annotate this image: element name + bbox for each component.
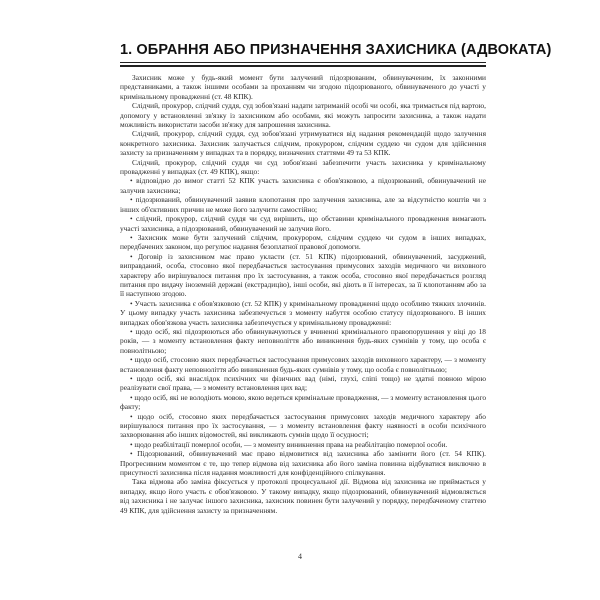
bullet-item: • щодо реабілітації померлої особи, — з моменту виникнення права на реабілітацію померлої особи. <box>130 439 448 449</box>
page-number: 4 <box>298 552 302 561</box>
bullet-item: • Договір із захисником має право укласти (ст. 51 КПК) підозрюваний, обвинувачений, засуджений, виправданий, особа, стосовно якої передбачається застосування примусових заходів медичного чи виховного характеру або вирішувалося питання про їх застосування, а також особа, стосовно якої передбачається розгляд питання про видачу іноземній державі (екстрадицію), інші особи, які діють в її інтересах, за її клопотанням або за її наступною згодою. <box>120 251 486 299</box>
paragraph: Слідчий, прокурор, слідчий суддя чи суд зобов'язані забезпечити участь захисника у кримінальному провадженні у випадках (ст. 49 КПК), якщо: <box>120 157 486 177</box>
section-heading: 1. ОБРАННЯ АБО ПРИЗНАЧЕННЯ ЗАХИСНИКА (АДВОКАТА) <box>120 42 552 58</box>
paragraph: Слідчий, прокурор, слідчий суддя, суд зобов'язані утримуватися від надання рекомендацій щодо залучення конкретного захисника. Захисник залучається слідчим, прокурором, слідчим суддею чи судом для здійснення захисту за призначенням у випадках та в порядку, визначених статтями 49 та 53 КПК. <box>120 129 486 158</box>
paragraph: Така відмова або заміна фіксується у протоколі процесуальної дії. Відмова від захисника не приймається у випадку, якщо його участь є обов'язковою. У такому випадку, якщо підозрюваний, обвинувачений відмовляється від захисника і не залучає іншого захисника, захисник повинен бути залучений у порядку, передбаченому статтею 49 КПК, для здійснення захисту за призначенням. <box>120 477 486 515</box>
bullet-item: • підозрюваний, обвинувачений заявив клопотання про залучення захисника, але за відсутністю коштів чи з інших об'єктивних причин не може його залучити самостійно; <box>120 195 486 214</box>
heading-rule-bottom <box>120 65 486 67</box>
body-text <box>120 73 486 515</box>
bullet-item: • Підозрюваний, обвинувачений має право відмовитися від захисника або замінити його (ст. 54 КПК). Прогресивним моментом є те, що тепер відмова від захисника або його заміна повинна відбуватися виключно в присутності захисника після надання можливості для конфіденційного спілкування. <box>120 449 486 478</box>
bullet-item: • щодо осіб, які внаслідок психічних чи фізичних вад (німі, глухі, сліпі тощо) не здатні повною мірою реалізувати свої права, — з моменту встановлення цих вад; <box>120 374 486 393</box>
bullet-item: • щодо осіб, які підозрюються або обвинувачуються у вчиненні кримінального правопорушення у віці до 18 років, — з моменту встановлення факту неповноліття або виникнення будь-яких сумнівів у тому, що особа є повнолітньою; <box>120 326 486 355</box>
bullet-item: • слідчий, прокурор, слідчий суддя чи суд вирішить, що обставини кримінального провадження вимагають участі захисника, а підозрюваний, обвинувачений не залучив його. <box>120 214 486 233</box>
bullet-item: • щодо осіб, стосовно яких передбачається застосування примусових заходів виховного характеру, — з моменту встановлення факту неповноліття або виникнення будь-яких сумнівів у тому, що особа є повнолітньою; <box>120 355 486 374</box>
heading-rule-top <box>120 62 486 63</box>
bullet-item: • Захисник може бути залучений слідчим, прокурором, слідчим суддею чи судом в інших випадках, передбачених законом, що регулює надання безоплатної правової допомоги. <box>120 232 486 252</box>
bullet-item: • щодо осіб, стосовно яких передбачається застосування примусових заходів медичного характеру або вирішувалося питання про їх застосування, — з моменту встановлення факту наявності в особи психічного захворювання або інших відомостей, які викликають сумнів щодо її осудності; <box>120 411 486 440</box>
paragraph: Захисник може у будь-який момент бути залучений підозрюваним, обвинуваченим, їх законними представниками, а також іншими особами за проханням чи згодою підозрюваного, обвинуваченого до участі у кримінальному провадженні (ст. 48 КПК). <box>120 73 486 101</box>
bullet-item: • щодо осіб, які не володіють мовою, якою ведеться кримінальне провадження, — з моменту встановлення цього факту; <box>120 392 487 412</box>
paragraph: Слідчий, прокурор, слідчий суддя, суд зобов'язані надати затриманій особі чи особі, яка тримається під вартою, допомогу у встановленні зв'язку із захисником або особами, які можуть запросити захисника, а також надати можливість використати засоби зв'язку для запрошення захисника. <box>120 101 486 130</box>
bullet-item: • відповідно до вимог статті 52 КПК участь захисника є обов'язковою, а підозрюваний, обвинувачений не залучив захисника; <box>120 176 486 195</box>
bullet-item: • Участь захисника є обов'язковою (ст. 52 КПК) у кримінальному провадженні щодо особливо тяжких злочинів. У цьому випадку участь захисника забезпечується з моменту набуття особою статусу підозрюваного. В інших випадках обов'язкова участь захисника забезпечується у кримінальному провадженні: <box>120 298 486 327</box>
